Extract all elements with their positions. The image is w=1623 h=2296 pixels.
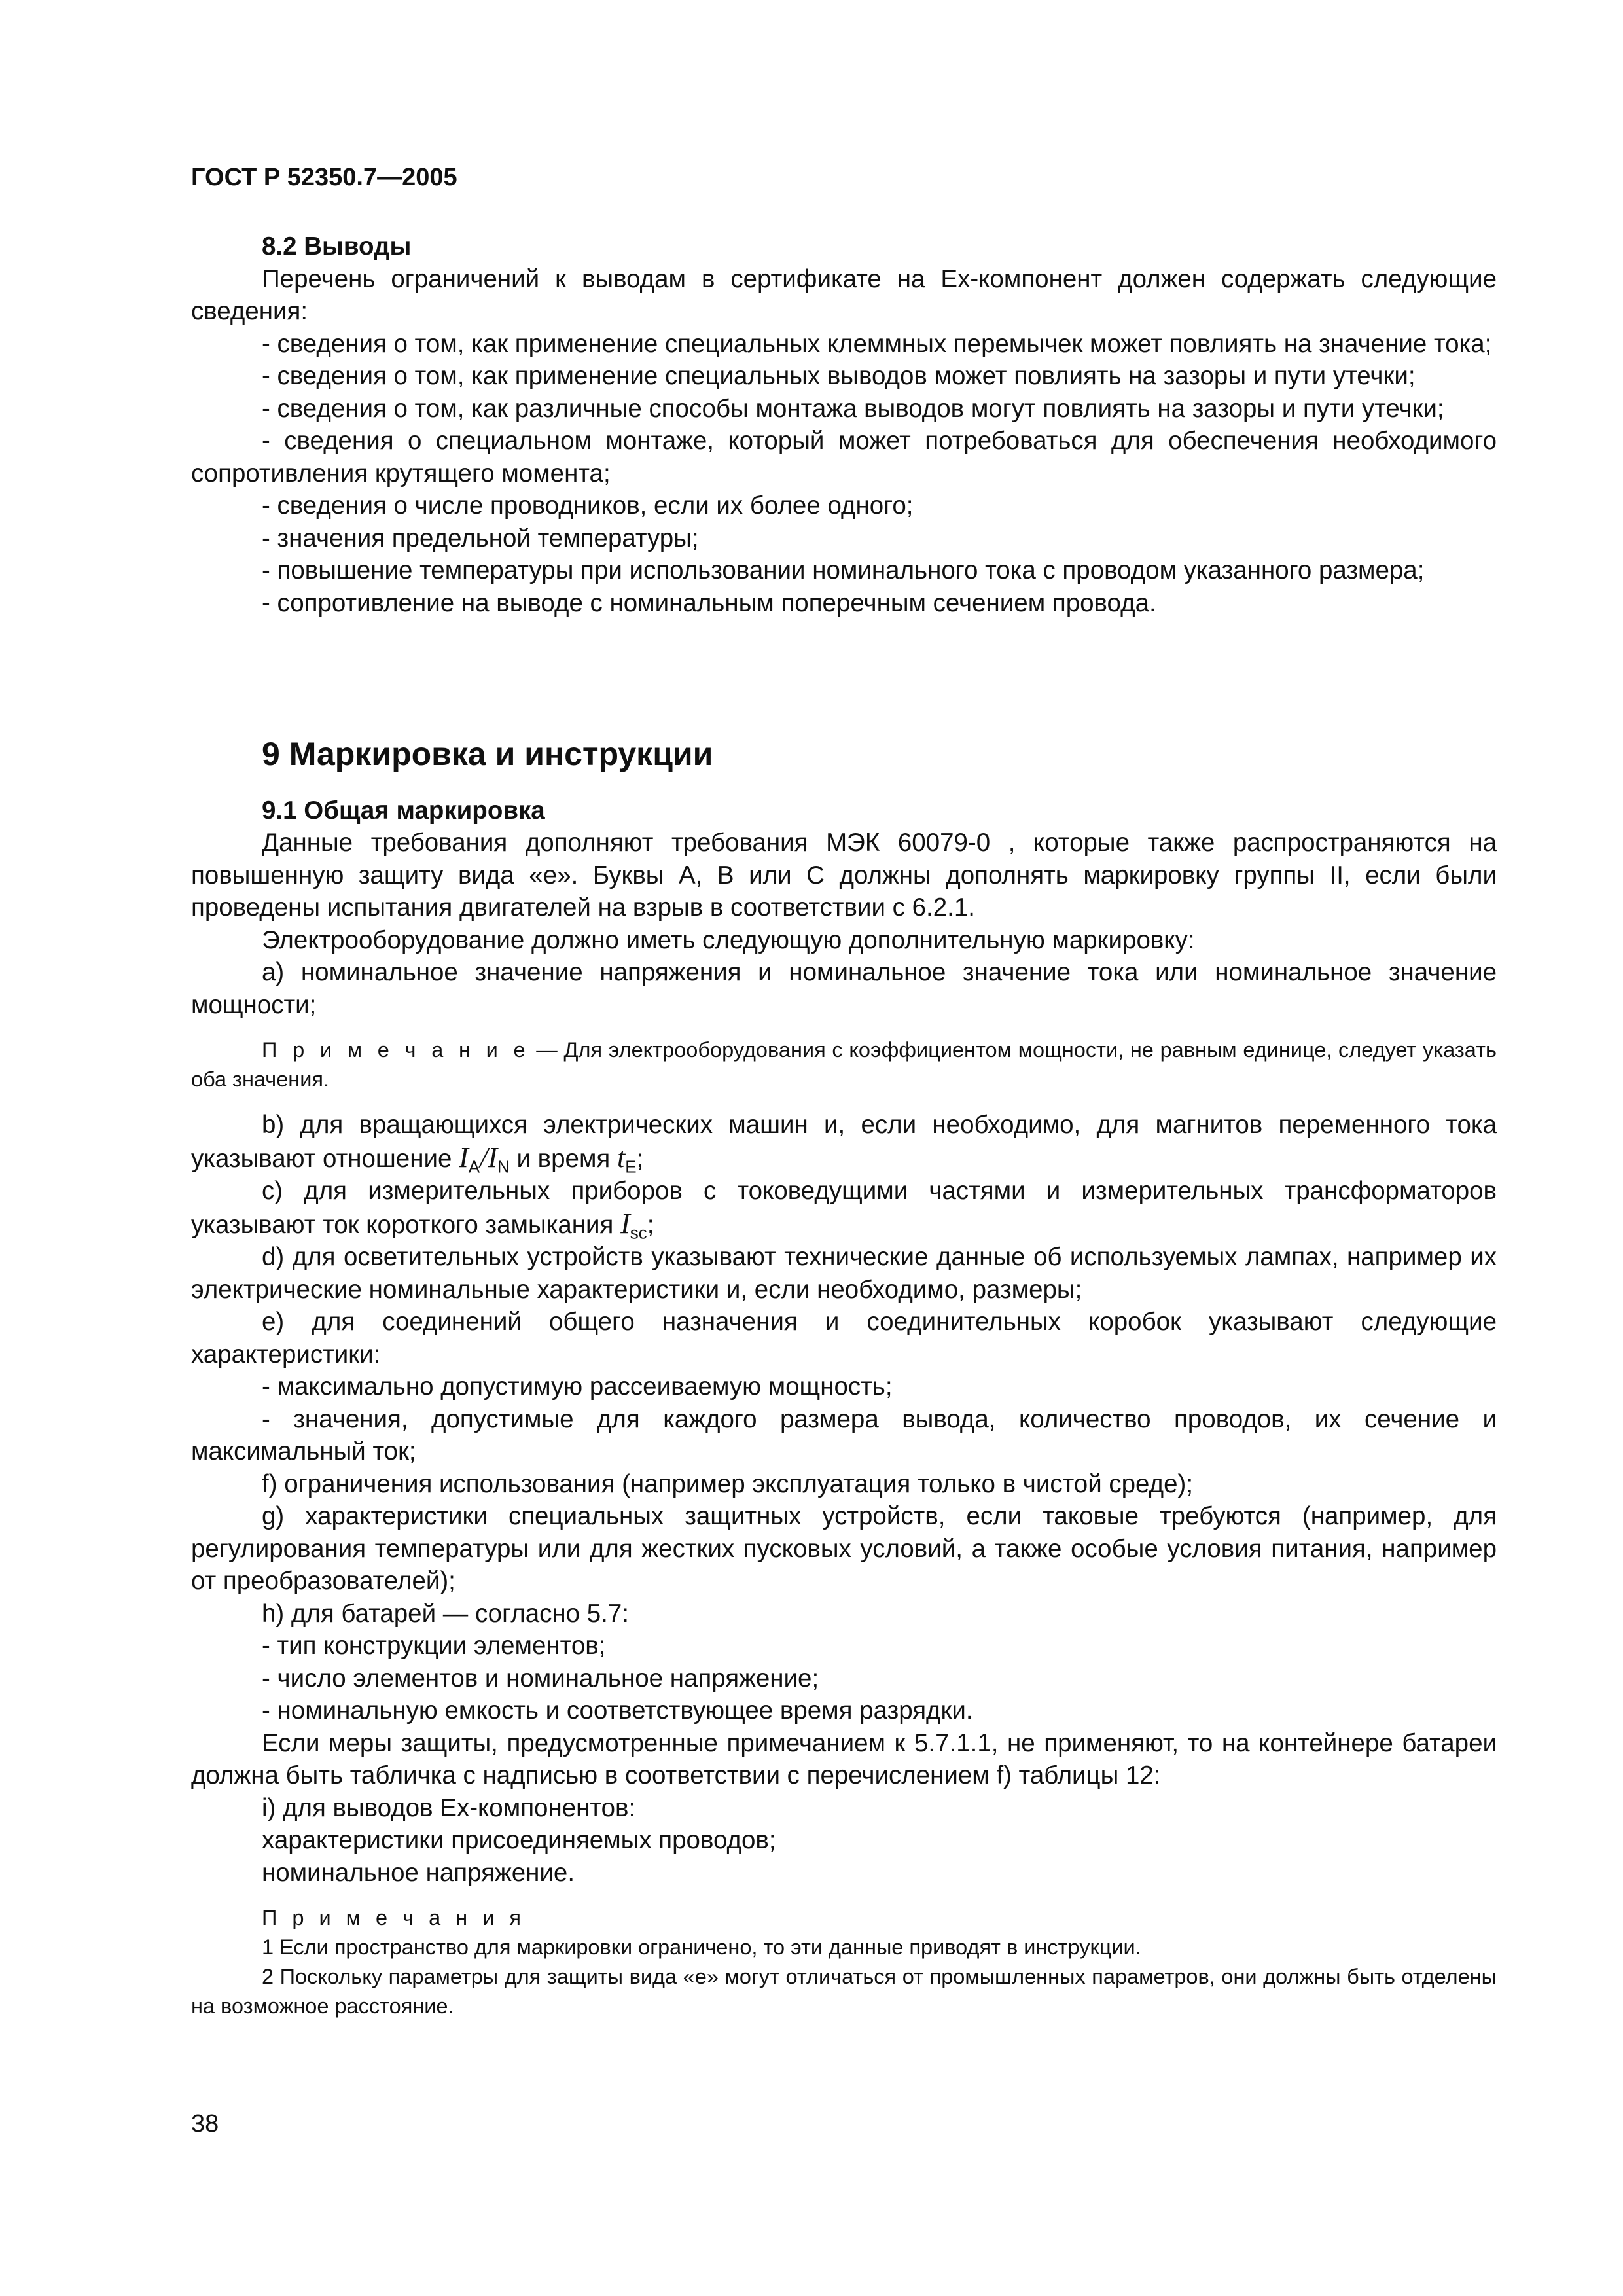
list-item-c [191, 1175, 1497, 1241]
list-item: - сопротивление на выводе с номинальным поперечным сечением провода. [262, 588, 1156, 617]
paragraph: Данные требования дополняют требования МЭК 60079-0 , которые также распространяются на повышенную защиту вида «е». Буквы А, В или С должны дополнять маркировку группы II, если были проведены испытания двигателей на взрыв в соответствии с 6.2.1. [191, 829, 1497, 922]
math-symbol: I [488, 1141, 497, 1174]
section-8-2 [191, 230, 1497, 619]
section-9-1-title: 9.1 Общая маркировка [262, 796, 545, 825]
item-text: и время [509, 1144, 617, 1173]
page-number: 38 [191, 2110, 219, 2138]
math-subscript: E [625, 1157, 637, 1177]
math-symbol: / [480, 1141, 488, 1174]
list-item: - сведения о том, как различные способы монтажа выводов могут повлиять на зазоры и пути утечки; [262, 394, 1444, 423]
section-8-2-intro: Перечень ограничений к выводам в сертификате на Ех-компонент должен содержать следующие сведения: [191, 264, 1497, 325]
list-item: - повышение температуры при использовании номинального тока с проводом указанного размера; [262, 556, 1425, 584]
paragraph: Электрооборудование должно иметь следующую дополнительную маркировку: [262, 925, 1195, 954]
math-symbol: I [459, 1141, 469, 1174]
note-text: — Для электрооборудования с коэффициентом мощности, не равным единице, следует указать оба значения. [191, 1038, 1497, 1091]
section-8-2-title: 8.2 Выводы [262, 232, 412, 260]
list-item-f: f) ограничения использования (например эксплуатация только в чистой среде); [262, 1469, 1194, 1498]
list-item-e: е) для соединений общего назначения и соединительных коробок указывают следующие характеристики: [191, 1308, 1497, 1369]
list-item: - сведения о специальном монтаже, который может потребоваться для обеспечения необходимого сопротивления крутящего момента; [191, 427, 1497, 488]
math-symbol: t [616, 1141, 626, 1174]
list-item: характеристики присоединяемых проводов; [262, 1826, 776, 1854]
list-item-i: i) для выводов Ех-компонентов: [262, 1793, 636, 1822]
math-subscript: A [468, 1157, 480, 1177]
math-subscript: N [497, 1157, 510, 1177]
item-text: ; [636, 1144, 644, 1173]
list-item: - сведения о том, как применение специальных клеммных перемычек может повлиять на значение тока; [262, 329, 1492, 358]
note-item: 2 Поскольку параметры для защиты вида «е» могут отличаться от промышленных параметров, они должны быть отделены на возможное расстояние. [191, 1965, 1497, 2018]
document-header: ГОСТ Р 52350.7—2005 [191, 164, 457, 191]
list-item: - сведения о том, как применение специальных выводов может повлиять на зазоры и пути утечки; [262, 362, 1416, 390]
list-item-g: g) характеристики специальных защитных устройств, если таковые требуются (например, для регулирования температуры или для жестких пусковых условий, а также особые условия питания, например от преобразователей); [191, 1502, 1497, 1595]
list-item: - значения, допустимые для каждого размера вывода, количество проводов, их сечение и максимальный ток; [191, 1405, 1497, 1465]
item-text: ; [647, 1210, 654, 1239]
list-item: - номинальную емкость и соответствующее время разрядки. [262, 1696, 973, 1725]
list-item: номинальное напряжение. [262, 1858, 575, 1887]
list-item: - значения предельной температуры; [262, 524, 699, 552]
list-item: - число элементов и номинальное напряжение; [262, 1664, 819, 1693]
list-item-a: а) номинальное значение напряжения и номинальное значение тока или номинальное значение мощности; [191, 958, 1497, 1019]
math-subscript: sc [630, 1223, 647, 1243]
list-item-d: d) для осветительных устройств указывают технические данные об используемых лампах, например их электрические номинальные характеристики и, если необходимо, размеры; [191, 1243, 1497, 1304]
list-item: - тип конструкции элементов; [262, 1632, 606, 1660]
math-symbol: I [620, 1207, 630, 1240]
item-text: b) для вращающихся электрических машин и, если необходимо, для магнитов переменного тока указывают отношение [191, 1111, 1497, 1173]
section-9 [191, 738, 1497, 2021]
note-1 [191, 1035, 1497, 1094]
item-text: с) для измерительных приборов с токоведущими частями и измерительных трансформаторов указывают ток короткого замыкания [191, 1177, 1497, 1239]
paragraph: Если меры защиты, предусмотренные примечанием к 5.7.1.1, не применяют, то на контейнере батареи должна быть табличка с надписью в соответствии с перечислением f) таблицы 12: [191, 1729, 1497, 1789]
list-item: - максимально допустимую рассеиваемую мощность; [262, 1372, 893, 1401]
list-item: - сведения о числе проводников, если их более одного; [262, 492, 914, 520]
note-item: 1 Если пространство для маркировки ограничено, то эти данные приводят в инструкции. [262, 1935, 1141, 1959]
list-item-h: h) для батарей — согласно 5.7: [262, 1599, 629, 1628]
list-item-b [191, 1109, 1497, 1175]
note-label: П р и м е ч а н и е [262, 1038, 530, 1062]
notes-label: П р и м е ч а н и я [262, 1906, 526, 1929]
section-9-title: 9 Маркировка и инструкции [262, 736, 713, 772]
